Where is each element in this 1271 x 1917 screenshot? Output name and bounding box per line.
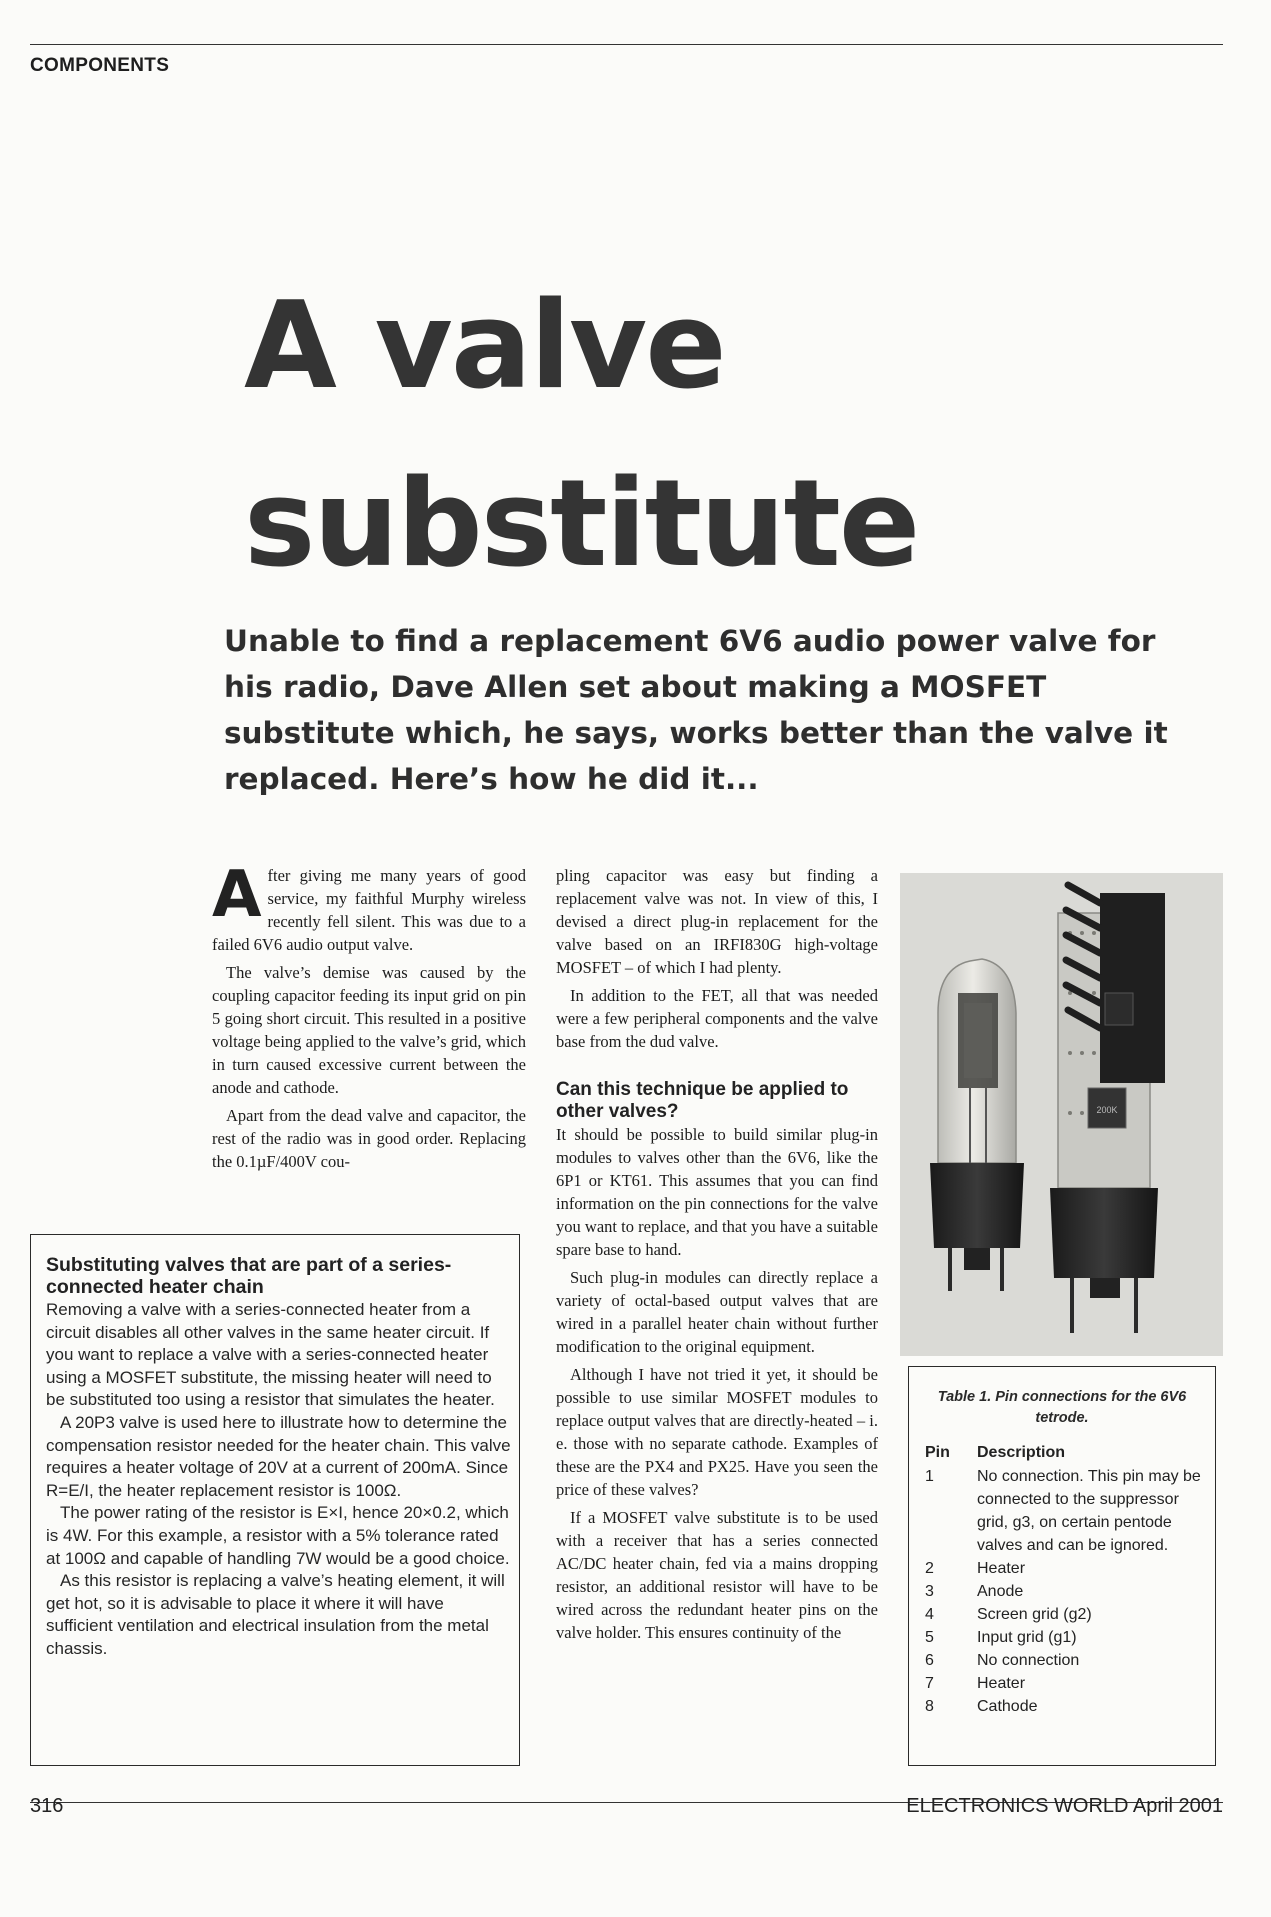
pin-description: No connection. This pin may be connected to the suppressor grid, g3, on certain pentode valves and can be ignored. [977, 1468, 1201, 1554]
table-row [917, 1465, 1207, 1557]
article-title [244, 258, 918, 614]
body-paragraph: It should be possible to build similar plug-in modules to valves other than the 6V6, like the 6P1 or KT61. This assumes that you can find information on the pin connections for the valve you want to replace, and that you have a suitable spare base to hand. [556, 1125, 878, 1259]
body-paragraph: If a MOSFET valve substitute is to be used with a receiver that has a series connected AC/DC heater chain, fed via a mains dropping resistor, an additional resistor will have to be wired across the redundant heater pins on the valve holder. This ensures continuity of the [556, 1508, 878, 1642]
glass-valve [930, 959, 1024, 1291]
publication-footer: ELECTRONICS WORLD April 2001 [906, 1795, 1223, 1817]
table-header-pin: Pin [925, 1444, 950, 1461]
table-row [917, 1557, 1207, 1580]
pin-description: Cathode [977, 1698, 1038, 1715]
pin-table-box [908, 1366, 1216, 1766]
body-paragraph: Such plug-in modules can directly replace a variety of octal-based output valves that are wired in a parallel heater chain without further modification to the original equipment. [556, 1268, 878, 1356]
table-row [917, 1649, 1207, 1672]
article-title-line-1: A valve [244, 277, 725, 416]
pin-number: 1 [925, 1468, 934, 1485]
body-column-1 [212, 858, 526, 1178]
body-paragraph [212, 858, 526, 956]
body-paragraph: Apart from the dead valve and capacitor, the rest of the radio was in good order. Replacing the 0.1µF/400V cou- [212, 1106, 526, 1171]
table-row [917, 1626, 1207, 1649]
sidebar-box [30, 1234, 520, 1766]
resistor-marking: 200K [1096, 1105, 1118, 1115]
pin-description: Heater [977, 1560, 1026, 1577]
article-title-line-2: substitute [244, 455, 919, 594]
drop-cap: A [212, 858, 262, 932]
valve-photo [900, 873, 1223, 1356]
pin-description: Anode [977, 1583, 1024, 1600]
pin-number: 5 [925, 1629, 934, 1646]
table-row [917, 1603, 1207, 1626]
body-paragraph: The valve’s demise was caused by the coupling capacitor feeding its input grid on pin 5 going short circuit. This resulted in a positive voltage being applied to the valve’s grid, which in turn caused excessive current between the anode and cathode. [212, 963, 526, 1097]
pin-number: 2 [925, 1560, 934, 1577]
body-paragraph: In addition to the FET, all that was needed were a few peripheral components and the valve base from the dud valve. [556, 986, 878, 1051]
standfirst: Unable to find a replacement 6V6 audio power valve for his radio, Dave Allen set about making a MOSFET substitute which, he says, works better than the valve it replaced. Here’s how he did it... [224, 624, 1168, 796]
section-subhead: Can this technique be applied to other valves? [556, 1079, 849, 1122]
body-paragraph: pling capacitor was easy but finding a replacement valve was not. In view of this, I devised a direct plug-in replacement for the valve based on an IRFI830G high-voltage MOSFET – of which I had plenty. [556, 866, 878, 977]
table-row [917, 1672, 1207, 1695]
valve-photo-illustration [900, 873, 1223, 1356]
table-header-row [917, 1444, 1207, 1465]
table-caption: Table 1. Pin connections for the 6V6 tetrode. [937, 1389, 1187, 1426]
pin-description: No connection [977, 1652, 1080, 1669]
pin-connections-table [917, 1444, 1207, 1718]
page-number: 316 [30, 1795, 64, 1817]
section-label: COMPONENTS [30, 55, 170, 76]
pin-description: Input grid (g1) [977, 1629, 1077, 1646]
mosfet-module [1050, 885, 1165, 1333]
pin-number: 7 [925, 1675, 934, 1692]
pin-description: Heater [977, 1675, 1026, 1692]
sidebar-paragraph: As this resistor is replacing a valve’s heating element, it will get hot, so it is advisable to place it where it will have sufficient ventilation and electrical insulation from the metal chassis. [46, 1571, 505, 1658]
pin-number: 3 [925, 1583, 934, 1600]
sidebar-paragraph: Removing a valve with a series-connected heater from a circuit disables all other valves in the same heater circuit. If you want to replace a valve with a series-connected heater using a MOSFET substitute, the missing heater will need to be substituted too using a resistor that simulates the heater. [46, 1300, 495, 1410]
pin-number: 6 [925, 1652, 934, 1669]
body-paragraph: Although I have not tried it yet, it should be possible to use similar MOSFET modules to replace output valves that are directly-heated – i. e. those with no separate cathode. Examples of these are the PX4 and PX25. Have you seen the price of these valves? [556, 1365, 878, 1499]
sidebar-title: Substituting valves that are part of a series-connected heater chain [46, 1254, 452, 1298]
pin-number: 8 [925, 1698, 934, 1715]
table-row [917, 1580, 1207, 1603]
table-row [917, 1695, 1207, 1718]
sidebar-paragraph: The power rating of the resistor is E×I, hence 20×0.2, which is 4W. For this example, a resistor with a 5% tolerance rated at 100Ω and capable of handling 7W would be a good choice. [46, 1503, 510, 1568]
pin-description: Screen grid (g2) [977, 1606, 1092, 1623]
table-header-description: Description [977, 1444, 1066, 1461]
body-paragraph-text: fter giving me many years of good service, my faithful Murphy wireless recently fell silent. This was due to a failed 6V6 audio output valve. [212, 866, 526, 954]
top-rule [30, 44, 1223, 45]
body-column-2 [556, 864, 878, 1649]
pin-number: 4 [925, 1606, 934, 1623]
sidebar-paragraph: A 20P3 valve is used here to illustrate how to determine the compensation resistor needed for the heater chain. This valve requires a heater voltage of 20V at a current of 200mA. Since R=E/I, the heater replacement resistor is 100Ω. [46, 1412, 511, 1500]
